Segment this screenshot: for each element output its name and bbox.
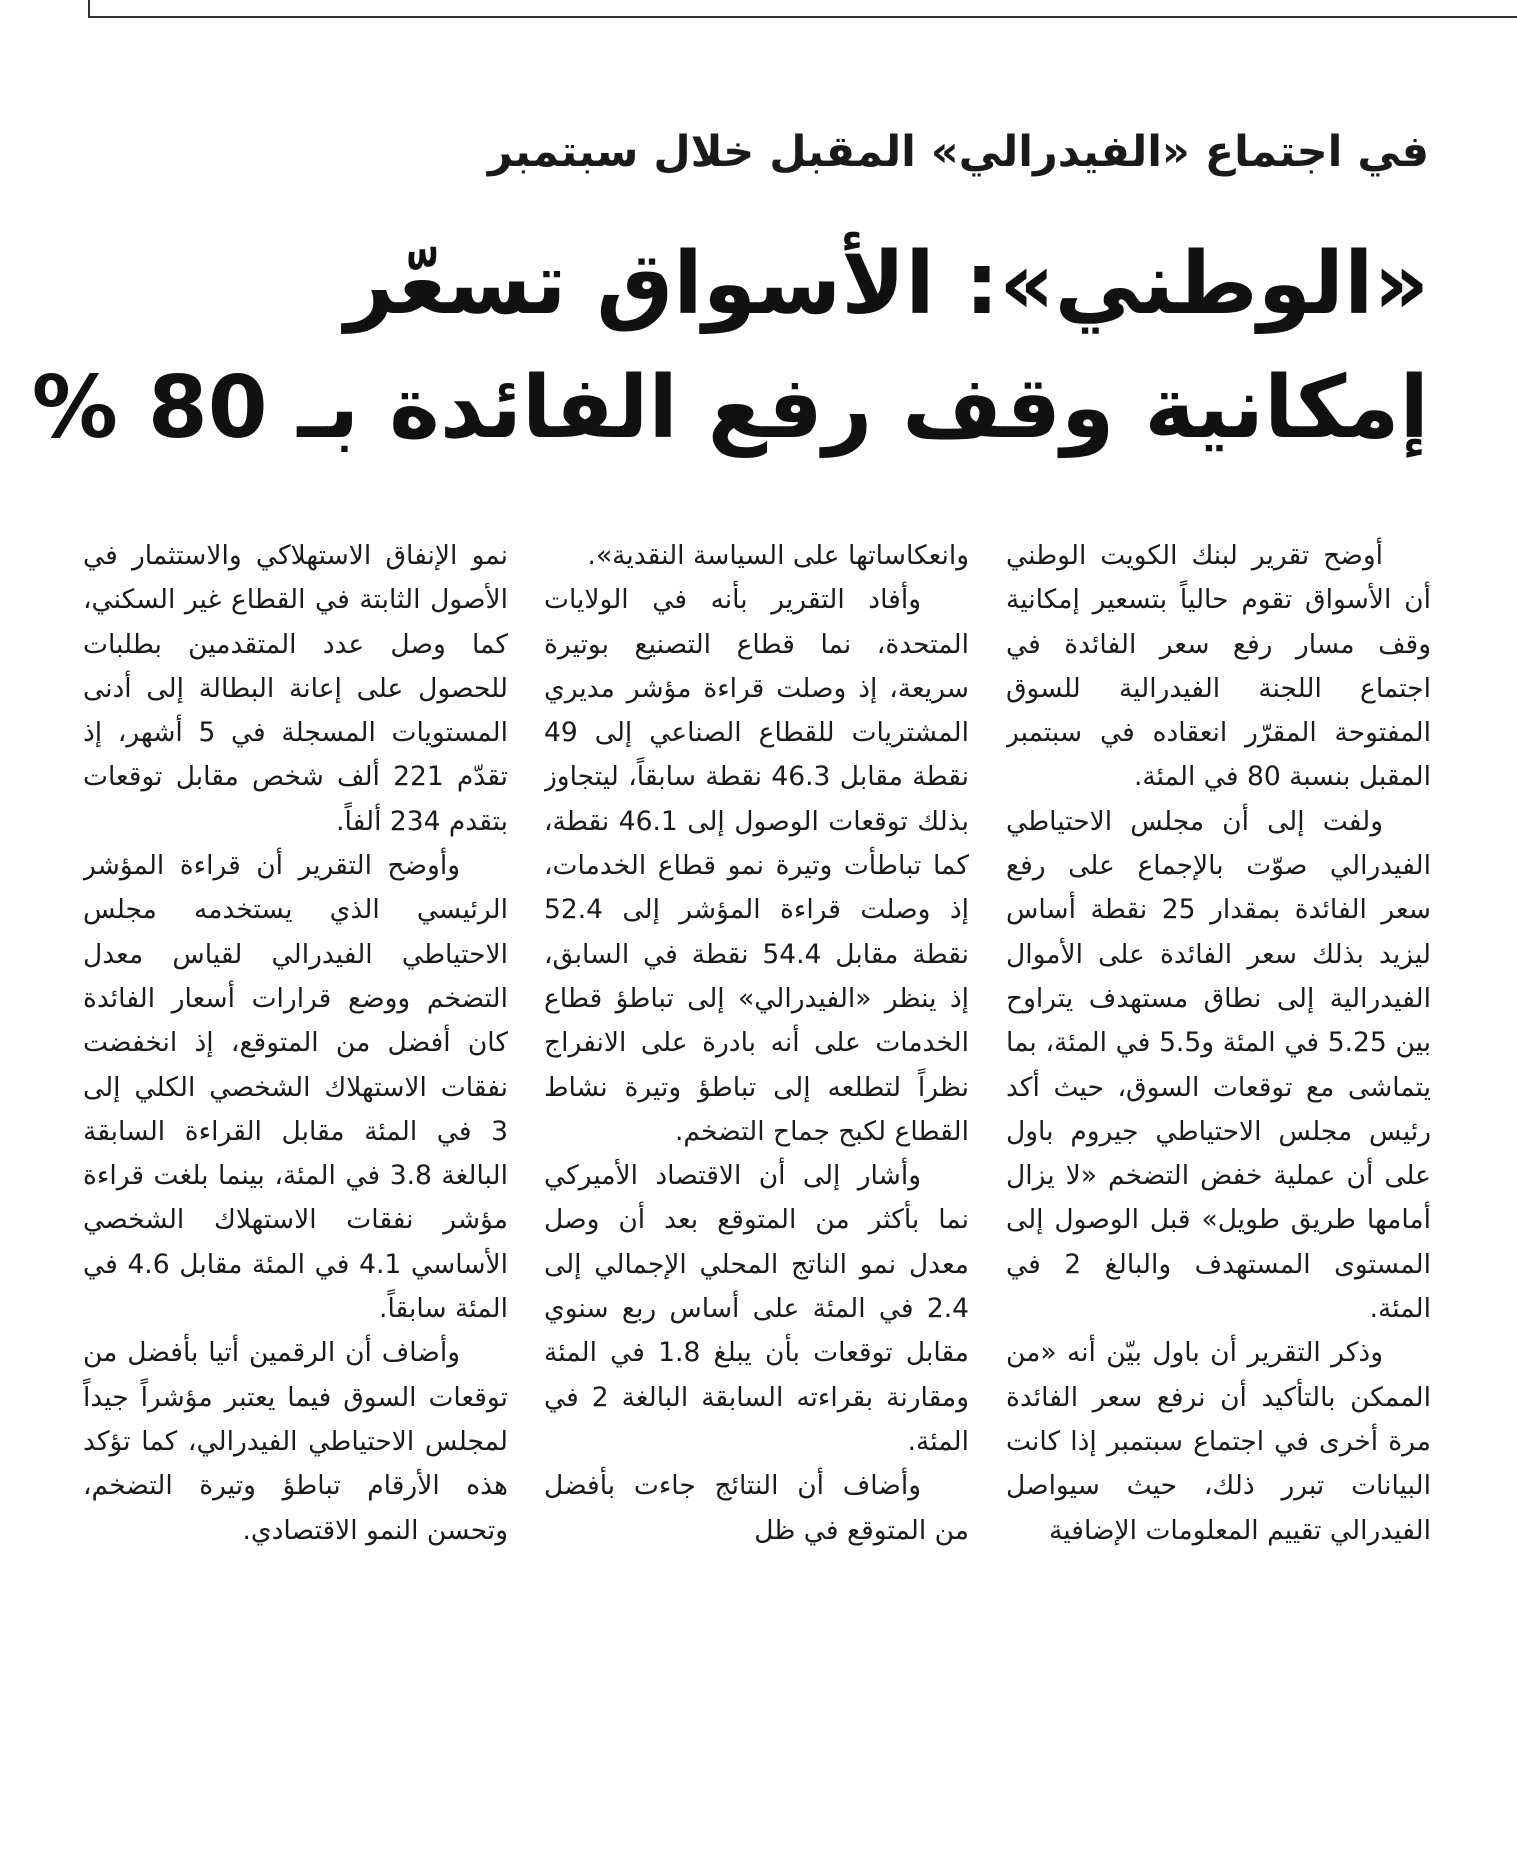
top-frame-border — [88, 0, 1517, 18]
paragraph: وانعكاساتها على السياسة النقدية». — [587, 540, 969, 571]
paragraph: وأفاد التقرير بأنه في الولايات المتحدة، نما قطاع التصنيع بوتيرة سريعة، إذ وصلت قراءة مؤشر مديري المشتريات للقطاع الصناعي إلى 49 نقطة مقابل 46.3 نقطة سابقاً، ليتجاوز بذلك توقعات الوصول إلى 46.1 نقطة، كما تباطأت وتيرة نمو قطاع الخدمات، إذ وصلت قراءة المؤشر إلى 52.4 نقطة مقابل 54.4 نقطة في السابق، إذ ينظر «الفيدرالي» إلى تباطؤ قطاع الخدمات على أنه بادرة على الانفراج نظراً لتطلعه إلى تباطؤ وتيرة نشاط القطاع لكبح جماح التضخم. — [544, 584, 969, 1147]
paragraph: وذكر التقرير أن باول بيّن أنه «من الممكن بالتأكيد أن نرفع سعر الفائدة مرة أخرى في اجتماع سبتمبر إذا كانت البيانات تبرر ذلك، حيث سيواصل الفيدرالي تقييم المعلومات الإضافية — [1006, 1337, 1431, 1546]
paragraph: أوضح تقرير لبنك الكويت الوطني أن الأسواق تقوم حالياً بتسعير إمكانية وقف مسار رفع سعر الفائدة في اجتماع اللجنة الفيدرالية للسوق المفتوحة المقرّر انعقاده في سبتمبر المقبل بنسبة 80 في المئة. — [1006, 540, 1431, 793]
paragraph: نمو الإنفاق الاستهلاكي والاستثمار في الأصول الثابتة في القطاع غير السكني، كما وصل عدد المتقدمين بطلبات للحصول على إعانة البطالة إلى أدنى المستويات المسجلة في 5 أشهر، إذ تقدّم 221 ألف شخص مقابل توقعات بتقدم 234 ألفاً. — [83, 540, 508, 837]
paragraph: وأضاف أن النتائج جاءت بأفضل من المتوقع في ظل — [544, 1470, 969, 1546]
paragraph: وأشار إلى أن الاقتصاد الأميركي نما بأكثر من المتوقع بعد أن وصل معدل نمو الناتج المحلي الإجمالي إلى 2.4 في المئة على أساس ربع سنوي مقابل توقعات بأن يبلغ 1.8 في المئة ومقارنة بقراءته السابقة البالغة 2 في المئة. — [544, 1160, 969, 1457]
article-column-right — [1006, 534, 1431, 1834]
headline-line-1: «الوطني»: الأسواق تسعّر — [344, 234, 1429, 334]
paragraph: وأوضح التقرير أن قراءة المؤشر الرئيسي الذي يستخدمه مجلس الاحتياطي الفيدرالي لقياس معدل التضخم ووضع قرارات أسعار الفائدة كان أفضل من المتوقع، إذ انخفضت نفقات الاستهلاك الشخصي الكلي إلى 3 في المئة مقابل القراءة السابقة البالغة 3.8 في المئة، بينما بلغت قراءة مؤشر نفقات الاستهلاك الشخصي الأساسي 4.1 في المئة مقابل 4.6 في المئة سابقاً. — [83, 850, 508, 1325]
article-column-left — [83, 534, 508, 1834]
paragraph: وأضاف أن الرقمين أتيا بأفضل من توقعات السوق فيما يعتبر مؤشراً جيداً لمجلس الاحتياطي الفيدرالي، كما تؤكد هذه الأرقام تباطؤ وتيرة التضخم، وتحسن النمو الاقتصادي. — [83, 1337, 508, 1546]
headline-line-2: إمكانية وقف رفع الفائدة بـ 80 % — [31, 358, 1429, 458]
article-headline — [31, 222, 1429, 470]
paragraph: ولفت إلى أن مجلس الاحتياطي الفيدرالي صوّت بالإجماع على رفع سعر الفائدة بمقدار 25 نقطة أساس ليزيد بذلك سعر الفائدة على الأموال الفيدرالية إلى نطاق مستهدف يتراوح بين 5.25 في المئة و5.5 في المئة، بما يتماشى مع توقعات السوق، حيث أكد رئيس مجلس الاحتياطي جيروم باول على أن عملية خفض التضخم «لا يزال أمامها طريق طويل» قبل الوصول إلى المستوى المستهدف والبالغ 2 في المئة. — [1006, 805, 1431, 1325]
article-kicker: في اجتماع «الفيدرالي» المقبل خلال سبتمبر — [487, 127, 1429, 177]
article-column-middle — [544, 534, 969, 1834]
